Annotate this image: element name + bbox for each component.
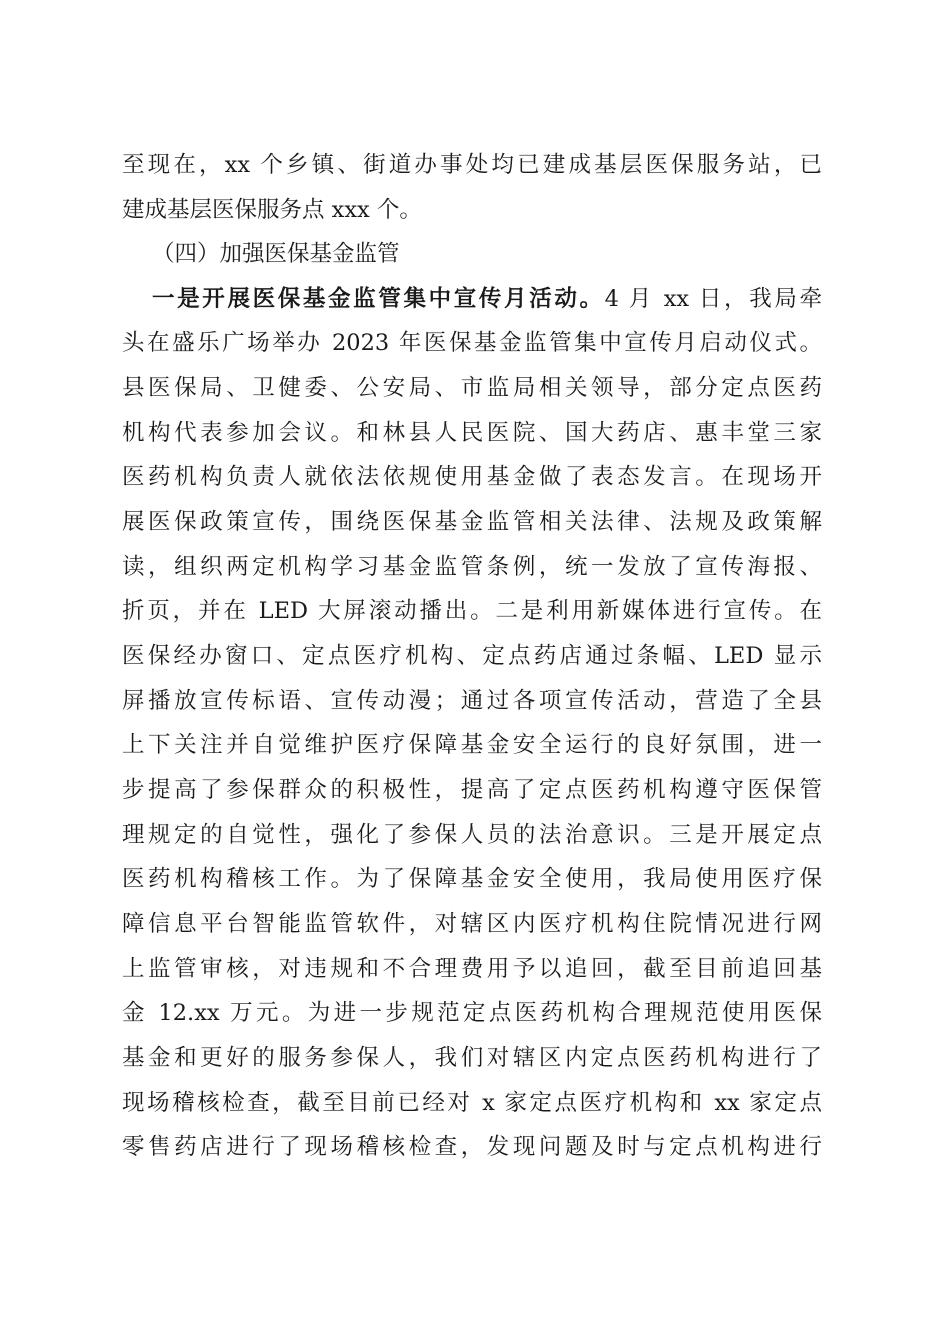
lead-rest-text: 4 月 xx 日，我局牵 [604, 286, 822, 312]
text-line: 现场稽核检查，截至目前已经对 x 家定点医疗机构和 xx 家定点 [122, 1090, 822, 1116]
text-line: 步提高了参保群众的积极性，提高了定点医药机构遵守医保管 [122, 777, 822, 803]
text-line: 医药机构负责人就依法依规使用基金做了表态发言。在现场开 [122, 464, 822, 490]
text-line: 建成基层医保服务点 xxx 个。 [122, 197, 422, 223]
text-line: 屏播放宣传标语、宣传动漫；通过各项宣传活动，营造了全县 [122, 688, 822, 714]
text-line: 至现在，xx 个乡镇、街道办事处均已建成基层医保服务站，已 [122, 152, 822, 178]
text-line: 医药机构稽核工作。为了保障基金安全使用，我局使用医疗保 [122, 866, 822, 892]
text-line: 基金和更好的服务参保人，我们对辖区内定点医药机构进行了 [122, 1045, 822, 1071]
text-line: 上监管审核，对违规和不合理费用予以追回，截至目前追回基 [122, 956, 822, 982]
text-line: 金 12.xx 万元。为进一步规范定点医药机构合理规范使用医保 [122, 1000, 822, 1026]
text-line: 机构代表参加会议。和林县人民医院、国大药店、惠丰堂三家 [122, 420, 822, 446]
section-heading: （四）加强医保基金监管 [152, 241, 400, 267]
text-line: 医保经办窗口、定点医疗机构、定点药店通过条幅、LED 显示 [122, 643, 822, 669]
text-line: 县医保局、卫健委、公安局、市监局相关领导，部分定点医药 [122, 375, 822, 401]
text-line: 零售药店进行了现场稽核检查，发现问题及时与定点机构进行 [122, 1134, 822, 1160]
text-line: 理规定的自觉性，强化了参保人员的法治意识。三是开展定点 [122, 822, 822, 848]
text-line: 头在盛乐广场举办 2023 年医保基金监管集中宣传月启动仪式。 [122, 330, 822, 356]
text-line: 折页，并在 LED 大屏滚动播出。二是利用新媒体进行宣传。在 [122, 598, 822, 624]
text-line: 上下关注并自觉维护医疗保障基金安全运行的良好氛围，进一 [122, 732, 822, 758]
text-line: 读，组织两定机构学习基金监管条例，统一发放了宣传海报、 [122, 554, 822, 580]
paragraph-lead-line [152, 284, 822, 314]
text-line: 展医保政策宣传，围绕医保基金监管相关法律、法规及政策解 [122, 509, 822, 535]
lead-bold-text: 一是开展医保基金监管集中宣传月活动。 [152, 286, 605, 312]
text-line: 障信息平台智能监管软件，对辖区内医疗机构住院情况进行网 [122, 911, 822, 937]
